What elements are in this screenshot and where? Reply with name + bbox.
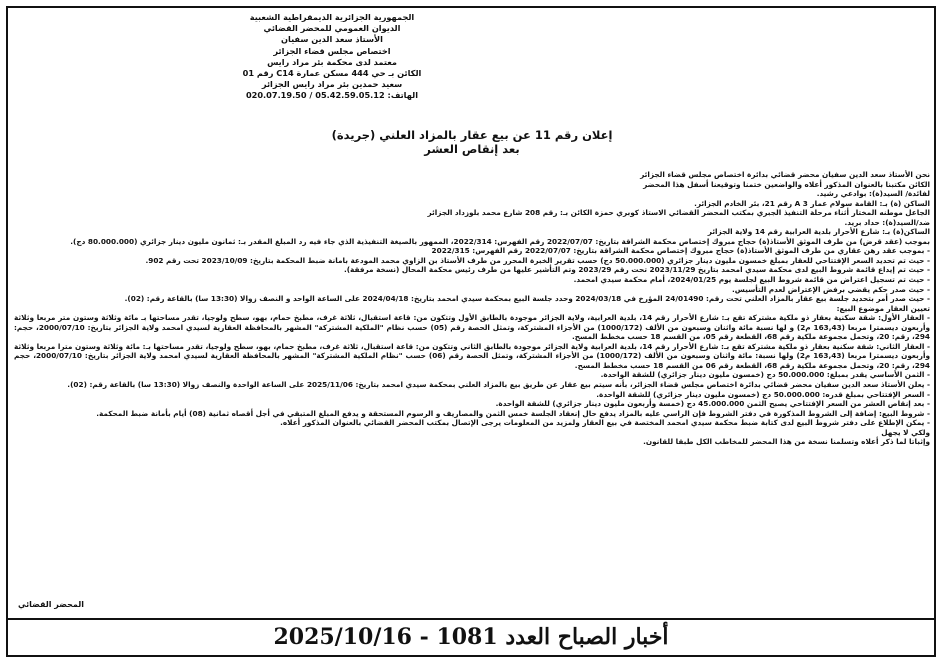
header-line: الكائن بـ حي 444 مسكن عمارة C14 رقم 01 xyxy=(242,68,422,79)
header-line: الأستاذ سعد الدين سفيان xyxy=(281,34,383,45)
body-paragraph: - بعد إنقاص العشر من السعر الإفتتاحي يصبح الثمن 45.000.000 دج (خمسة وأربعون مليون دينار جزائري) للشقة الواحدة. xyxy=(495,399,930,409)
header-line: الجمهورية الجزائرية الديمقراطية الشعبية xyxy=(249,12,415,22)
body-paragraph: بموجب (عقد قرض) من طرف الموثق الأستاذ(ة) حجاج مبروك إختصاص محكمة الشراقة بتاريخ: 2022/07/07 رقم الفهرس: 2022/314، الممهور بالصيغة التنفيذية الذي جاء فيه رد المبلغ المقدر بـ: ثمانون مليون دينار جزائري (80.000.000 دج). xyxy=(70,236,930,246)
announcement-body xyxy=(14,170,930,447)
body-paragraph: - السعر الإفتتاحي بمبلغ قدره: 50.000.000 دج (خمسون مليون دينار جزائري) للشقة الواحدة. xyxy=(596,389,930,399)
header-line: معتمد لدى محكمة بئر مراد رايس xyxy=(267,56,397,67)
title-line-2: بعد إنقاص العشر xyxy=(424,142,520,156)
header-line: الديوان العمومي للمحضر القضائي xyxy=(263,23,401,34)
body-paragraph: - يعلن الأستاذ سعد الدين سفيان محضر قضائي بدائرة اختصاص مجلس قضاء الجزائر، بأنه سيتم بيع عقار عن طريق بيع بالمزاد العلني بمحكمة سيدي امحمد بتاريخ: 2025/11/06 على الساعة الواحدة والنصف زوالا (13:30 سا) بالقاعة رقم: (02). xyxy=(67,380,930,390)
body-paragraph: - بموجب عقد رهن عقاري من طرف الموثق الأستاذ(ة) حجاج مبروك إختصاص محكمة الشراقة بتاريخ: 2022/07/07 رقم الفهرس: 2022/315 xyxy=(431,246,930,256)
body-paragraph: - حيث تم تحديد السعر الإفتتاحي للعقار بمبلغ خمسون مليون دينار جزائري (50.000.000 دج) حسب تقرير الخبرة المحرر من طرف الأستاذ بن الزاوي محمد المودعة بامانة ضبط المحكمة بتاريخ: 2023/10/09 تحت رقم 902. xyxy=(145,255,930,265)
header-line: سعيد حمدين بئر مراد رايس الجزائر xyxy=(261,79,403,90)
body-paragraph: - حيث تم تسجيل اعتراض من قائمة شروط البيع لجلسة يوم 2024/01/25، أمام محكمة سيدي امحمد. xyxy=(573,275,930,285)
header-line: اختصاص مجلس قضاء الجزائر xyxy=(273,45,391,56)
body-paragraph: ضد/السيد(ة): حداد بريد. xyxy=(844,217,930,227)
body-paragraph: وإثباتا لما ذكر أعلاه وتسلمنا نسخة من هذا المحضر للمخاطب الكل طبقا للقانون. xyxy=(643,437,930,447)
body-paragraph: - حيث صدر أمر بتحديد جلسة بيع عقار بالمزاد العلني تحت رقم: 24/01490 المؤرخ في 2024/03/18 وحدد جلسة البيع بمحكمة سيدي امحمد بتاريخ: 2024/04/18 على الساعة الواحد و النصف زوالا (13:30 سا) بالقاعة رقم: (02). xyxy=(124,294,930,304)
body-paragraph: ولكي لا يجهل xyxy=(881,427,930,437)
newspaper-issue-footer: أخبار الصباح العدد 1081 - 2025/10/16 xyxy=(273,624,669,650)
body-paragraph: تعيين العقار موضوع البيع: xyxy=(836,303,930,313)
body-paragraph: - حيث صدر حكم يقضي برفض الإعتراض لعدم التأسيس. xyxy=(732,284,930,294)
header-line: الهاتف: 05.42.59.05.12 / 020.07.19.50 xyxy=(245,90,419,101)
body-paragraph: - العقار الأول: شقة سكنية بعقار ذو ملكية مشتركة تقع بـ: شارع الأحرار رقم 14، بلدية العرابية، ولاية الجزائر موجودة بالطابق الأول وتتكون من: قاعة استقبال، ثلاثة غرف، مطبخ حمام، بهو، سطح ولوجيا، تقدر مساحتها بـ مائة وثلاثة وستون متر مربعا وثلاثة وأربعون ديسمترا مربعا (163,43 م2) و لها نسبة مائة واثنان وسبعون من الألف (1000/172) من الأجزاء المشتركة، وتمثل الحصة رقم (05) حسب نظام "الملكية المشتركة" المشهر بالمحافظة العقارية لسيدي امحمد ولاية الجزائر بتاريخ: 2000/07/10، حجم: 294، رقم: 20، وتحمل مجموعة ملكية رقم 68، القطعة رقم 05، من القسم 18 حسب مخطط المسح. xyxy=(14,313,930,342)
body-paragraph: الكائن مكتبنا بالعنوان المذكور أعلاه والواضعين ختمنا وتوقيعنا أسفل هذا المحضر xyxy=(643,179,930,189)
body-paragraph: الجاعل موطنه المختار أثناء مرحلة التنفيذ الجبري بمكتب المحضر القضائي الاستاذ كوبري حمزة الكائن بـ: رقم 208 شارع محمد بلوزداد الجزائر xyxy=(427,208,930,218)
body-paragraph: - حيث تم إيداع قائمة شروط البيع لدى محكمة سيدي امحمد بتاريخ 2023/11/29 تحت رقم 2023/29 وتم التأشير عليها من طرف رئيس محكمة المحال (نسخة مرفقة). xyxy=(343,265,930,275)
announcement-title xyxy=(0,128,944,156)
body-paragraph: - الثمن الأساسي يقدر بمبلغ: 50.000.000 دج (خمسون مليون دينار جزائري) للشقة الواحدة. xyxy=(600,370,930,380)
body-paragraph: - العقار الثاني: شقة سكنية بعقار ذو ملكية مشتركة تقع بـ: شارع الأحرار رقم 14، بلدية العرابية ولاية الجزائر موجودة بالطابق الثاني وتتكون من: قاعة استقبال، ثلاثة غرف، مطبخ حمام، بهو، سطح ولوجيا، تقدر مساحتها بـ: مائة وثلاثة وستون مترا مربعا وثلاثة وأربعون ديسمترا مربعا (163,43 م2) ولها نسبة: مائة واثنان وسبعون من الألف (1000/172) من الأجزاء المشتركة، وتمثل الحصة رقم (06) حسب "نظام الملكية المشتركة" المشهر بالمحافظة العقارية لسيدي امحمد ولاية الجزائر بتاريخ: 2000/07/10، حجم 294، رقم: 20، وتحمل مجموعة ملكية رقم 68، القطعة رقم 06 من القسم 18 حسب مخطط المسح. xyxy=(14,341,930,370)
body-paragraph: لفائدة/ السيد(ة): بوادعي رشيد. xyxy=(816,189,930,199)
office-header xyxy=(242,12,422,102)
bailiff-signature-label: المحضر القضائي xyxy=(18,600,85,609)
body-paragraph: الساكن (ة) بـ: القامة سولام عمار A 3 رقم 21، بئر الخادم الجزائر. xyxy=(694,198,930,208)
footer-bar xyxy=(6,620,936,657)
body-paragraph: الساكن(ة) بـ: شارع الأحرار بلدية العرابية رقم 14 ولاية الجزائر xyxy=(707,227,930,237)
title-line-1: إعلان رقم 11 عن بيع عقار بالمزاد العلني (جريدة) xyxy=(331,128,613,142)
body-paragraph: - يمكن الإطلاع على دفتر شروط البيع لدى كتابة ضبط محكمة سيدي امحمد المختصة في بيع العقار ولمزيد من المعلومات يرجى الإتصال بمكتب المحضر القضائي بالعنوان المذكور أعلاه. xyxy=(280,418,930,428)
body-paragraph: - شروط البيع: إضافة إلى الشروط المذكورة في دفتر الشروط فإن الراسي عليه بالمزاد يدفع حال إنعقاد الجلسة خمس الثمن والمصاريف و الرسوم المستحقة و يدفع المبلغ المتبقي في أجل أقصاه ثمانية (08) أيام بأمانة ضبط المحكمة. xyxy=(96,408,930,418)
body-paragraph: نحن الأستاذ سعد الدين سفيان محضر قضائي بدائرة اختصاص مجلس قضاء الجزائر xyxy=(640,170,930,179)
